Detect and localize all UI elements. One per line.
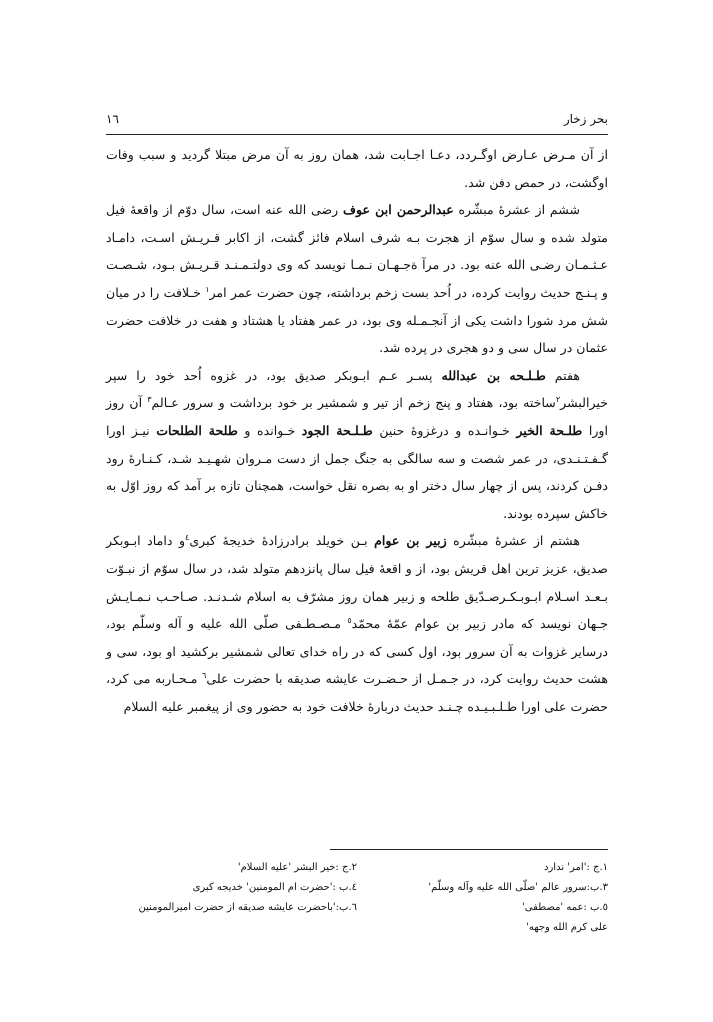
footnotes [106, 858, 608, 938]
footnote-row [106, 878, 608, 898]
text-run: مـحـاربه می کرد، حضرت علی اورا طـلـبـیـده چـنـد حدیث دربارۀ خلافت خود به حضور وی از پیغمبر علیه السلام [106, 671, 608, 714]
footnote-marker: ٥ [347, 615, 352, 625]
text-run: رضی الله عنه است، سال دوّم از واقعۀ فیل متولد شده و سال سوّم از هجرت بـه شرف اسلام فائز گشت، از اکابر قـریـش اسـت، دامـاد عـثـمـان رضـی الله عنه بود. در مرآ ةجـهـان نـمـا نویسد که وی دولتـمـنـد قـریـش بـود، شـصـت و پـنـج حدیث روایت کرده، در اُحد بست زخم برداشته، چون حضرت عمر امر [106, 202, 608, 300]
paragraph [106, 196, 608, 362]
text-run: هفتم [545, 367, 580, 383]
bold-name: زبیر بن عوام [374, 533, 447, 549]
text-run: مـصـطـفی صلّی الله علیه و آله وسلّم بود، درسایر غزوات به آن سرور بود، اول کسی که در راه خدای تعالی شمشیر برکشید او بود، سی و هشت حدیث روایت کرد، در جـمـل از حـضـرت عایشه صدیقه با حضرت علی [106, 616, 608, 687]
footnote-marker: ١ [205, 284, 210, 294]
bold-name: طـلـحه بن عبدالله [441, 367, 546, 383]
footnote: ٢.ج :خیر البشر 'علیه السلام' [237, 862, 357, 873]
bold-name: طـلـحة الجود [301, 422, 373, 438]
footnote: ٤.ب :'حضرت ام المومنین' خدیجه کبری [192, 882, 357, 893]
footnote: ٣.ب:سرور عالم 'صلّی الله علیه وآله وسلّم' [428, 882, 608, 893]
bold-name: طلـحة الخیر [516, 422, 583, 438]
page-header [106, 108, 608, 130]
text-run: پسـر عـم ابـوبکر صدیق بود، در غزوه اُحد خود را سپر خیرالبشر [106, 367, 609, 411]
text-run: خـلافت را در میان شش مرد شورا داشت یکی از آنجـمـله وی بود، در عمر هفتاد یا هشتاد و هفت در خلافت حضرت عثمان در سال سی و دو هجری در پرده شد. [106, 284, 608, 356]
bold-name: طلحة الطلحات [156, 422, 238, 438]
footnote-marker: ٤ [185, 533, 190, 543]
footnote [106, 918, 357, 938]
bold-name: عبدالرحمن ابن عوف [342, 202, 454, 218]
text-run: بـن خویلد برادرزادۀ خدیجۀ کبری [189, 533, 375, 549]
body-text [106, 141, 608, 720]
text-run: و داماد ابـوبکر صدیق، عزیز ترین اهل قریش بود، از و اقعۀ فیل سال پانزدهم متولد شد، در سال سوّم از نبـوّت بـعـد اسـلام ابـوبـکـرصـدّیق طلحه و زبیر همان روز مشرّف به اسلام شـدنـد. صـاحـب نـمـایـش جـهان نویسد که مادر زبیر بن عوام عمّۀ محمّد [106, 533, 608, 632]
page-number: ١٦ [106, 112, 119, 126]
paragraph [106, 141, 608, 196]
footnote-marker: ٦ [202, 671, 207, 681]
footnote-marker: ٢ [555, 395, 561, 405]
footnote-rule [330, 849, 608, 850]
paragraph [106, 527, 608, 720]
footnote-marker: ٣ [147, 395, 152, 405]
header-rule [106, 134, 608, 135]
text-run: آن روز اورا [106, 395, 608, 438]
text-run: هشتم از عشرۀ مبشّره [446, 533, 580, 549]
text-run: ششم از عشرۀ مبشّره [453, 202, 580, 218]
footnote-row [106, 858, 608, 878]
text-run: از آن مـرض عـارض اوگـردد، دعـا اجـابت شد، همان روز به آن مرض مبتلا گردید و سبب وفات اوگشت، در حمص دفن شد. [106, 147, 608, 190]
footnote-row [106, 898, 608, 918]
footnote: ٥.ب :عمه 'مصطفی' [522, 902, 608, 913]
footnote-row [106, 918, 608, 938]
footnote: ٦.ب:'باحضرت عایشه صدیقه از حضرت امیرالمومنین [138, 902, 357, 913]
text-run: ساخته بود، هفتاد و پنج زخم از تیر و شمشیر بر خود برداشت و سرور عـالم [151, 395, 556, 411]
text-run: نیـز اورا گـفـتـنـدی، در عمر شصت و سه سالگی به جنگ جمل از دست مـروان شهـیـد شـد، کـنـارۀ رود دفـن کردند، پس از چهار سال دختر او به بصره نقل خواست، همچنان تازه بر آمد که روز اوّل به خاکش سپرده بودند. [106, 422, 608, 521]
footnote: علی کرم الله وجهه' [526, 922, 608, 933]
running-title: بحر زخار [563, 112, 608, 126]
paragraph [106, 362, 608, 528]
text-run: خـوانـده و درغزوۀ حنین [372, 422, 517, 438]
footnote: ١.ج :'امر' ندارد [544, 862, 608, 873]
text-run: خـوانده و [237, 422, 302, 438]
